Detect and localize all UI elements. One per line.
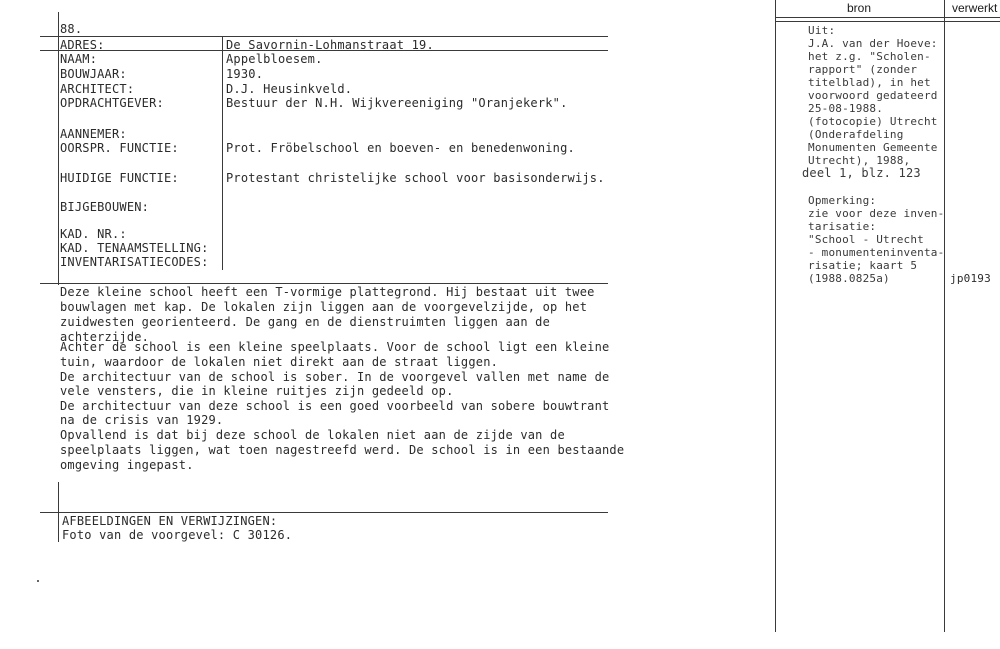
description-line: tuin, waardoor de lokalen niet direkt aan de straat liggen. <box>60 355 499 369</box>
field-value-architect: D.J. Heusinkveld. <box>226 82 353 96</box>
remark-line: zie voor deze inven- <box>808 207 945 220</box>
field-label-architect: ARCHITECT: <box>60 82 135 96</box>
field-value-current-function: Protestant christelijke school voor basisonderwijs. <box>226 171 605 185</box>
remark-line: Opmerking: <box>808 194 877 207</box>
field-label-cadastral-owner: KAD. TENAAMSTELLING: <box>60 241 209 255</box>
source-line: het z.g. "Scholen- <box>808 50 931 63</box>
sidebar-left-rule <box>775 0 776 632</box>
sidebar-header-rule-2 <box>775 21 1000 22</box>
sidebar-column-divider <box>944 0 945 632</box>
remark-line: "School - Utrecht <box>808 233 924 246</box>
references-top-rule <box>40 512 608 513</box>
description-line: speelplaats liggen, wat toen nagestreefd werd. De school is in een bestaande <box>60 443 625 457</box>
description-line: Deze kleine school heeft een T-vormige plattegrond. Hij bestaat uit twee <box>60 285 595 299</box>
left-margin-rule <box>58 12 59 285</box>
field-value-address: De Savornin-Lohmanstraat 19. <box>226 38 434 52</box>
remark-line: tarisatie: <box>808 220 877 233</box>
field-label-address: ADRES: <box>60 38 105 52</box>
source-line: deel 1, blz. 123 <box>802 166 921 180</box>
description-line: Opvallend is dat bij deze school de lokalen niet aan de zijde van de <box>60 428 565 442</box>
fields-bottom-rule <box>40 283 608 284</box>
description-line: vele vensters, die in kleine ruitjes zijn gedeeld op. <box>60 384 454 398</box>
field-value-original-function: Prot. Fröbelschool en boeven- en benedenwoning. <box>226 141 575 155</box>
references-heading: AFBEELDINGEN EN VERWIJZINGEN: <box>62 514 278 528</box>
record-number: 88. <box>60 22 83 36</box>
references-photo: Foto van de voorgevel: C 30126. <box>62 528 293 542</box>
description-line: Achter de school is een kleine speelplaats. Voor de school ligt een kleine <box>60 340 610 354</box>
field-value-year: 1930. <box>226 67 264 81</box>
source-line: rapport" (zonder <box>808 63 918 76</box>
remark-line: risatie; kaart 5 <box>808 259 918 272</box>
description-line: De architectuur van de school is sober. In de voorgevel vallen met name de <box>60 370 610 384</box>
field-value-name: Appelbloesem. <box>226 52 323 66</box>
remark-line: - monumenteninventa- <box>808 246 945 259</box>
field-label-year: BOUWJAAR: <box>60 67 127 81</box>
source-line: 25-08-1988. <box>808 102 884 115</box>
source-line: (Onderafdeling <box>808 128 904 141</box>
description-line: na de crisis van 1929. <box>60 413 224 427</box>
field-label-current-function: HUIDIGE FUNCTIE: <box>60 171 179 185</box>
sidebar-header-rule <box>775 17 1000 18</box>
processed-code: jp0193 <box>950 272 991 285</box>
source-line: Monumenten Gemeente <box>808 141 938 154</box>
field-label-outbuildings: BIJGEBOUWEN: <box>60 200 150 214</box>
field-value-column-rule <box>222 36 223 270</box>
scan-speck <box>37 580 39 582</box>
source-line: Uit: <box>808 24 836 37</box>
sidebar-header-bron: bron <box>847 1 872 15</box>
description-line: achterzijde. <box>60 330 150 344</box>
sidebar-header-verwerkt: verwerkt <box>952 1 998 15</box>
field-label-cadastral-number: KAD. NR.: <box>60 227 127 241</box>
field-label-inventory-codes: INVENTARISATIECODES: <box>60 255 209 269</box>
source-line: titelblad), in het <box>808 76 931 89</box>
source-line: J.A. van der Hoeve: <box>808 37 938 50</box>
remark-line: (1988.0825a) <box>808 272 890 285</box>
field-label-client: OPDRACHTGEVER: <box>60 96 164 110</box>
field-label-original-function: OORSPR. FUNCTIE: <box>60 141 179 155</box>
source-line: Utrecht), 1988, <box>808 154 911 167</box>
source-line: (fotocopie) Utrecht <box>808 115 938 128</box>
field-label-contractor: AANNEMER: <box>60 127 127 141</box>
header-rule-top <box>40 36 608 37</box>
description-line: zuidwesten georienteerd. De gang en de dienstruimten liggen aan de <box>60 315 551 329</box>
source-line: voorwoord gedateerd <box>808 89 938 102</box>
field-label-name: NAAM: <box>60 52 98 66</box>
description-line: bouwlagen met kap. De lokalen zijn liggen aan de voorgevelzijde, op het <box>60 300 588 314</box>
description-line: omgeving ingepast. <box>60 458 194 472</box>
field-value-client: Bestuur der N.H. Wijkvereeniging "Oranjekerk". <box>226 96 568 110</box>
description-line: De architectuur van deze school is een goed voorbeeld van sobere bouwtrant <box>60 399 610 413</box>
